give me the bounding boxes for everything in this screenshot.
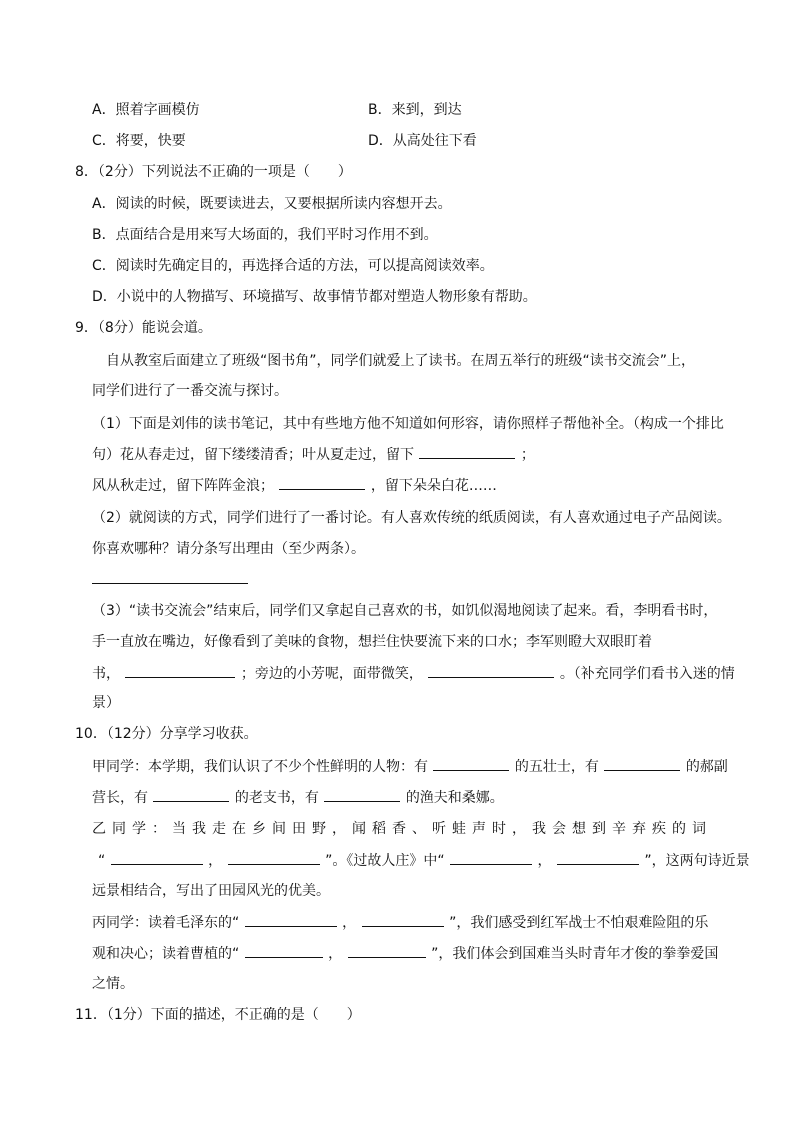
- q8-option-b: B．点面结合是用来写大场面的，我们平时习作用不到。: [92, 227, 438, 243]
- q9-part3-text-b: ；旁边的小芳呢，面带微笑，: [240, 666, 423, 682]
- q9-part3-text-c: 。（补充同学们看书入迷的情: [559, 666, 735, 682]
- q10-bing-line-1: [92, 912, 708, 933]
- answer-blank[interactable]: [348, 943, 426, 958]
- q10-bing-line-3: 之情。: [92, 976, 134, 992]
- q10-jia-line-2: [92, 787, 504, 808]
- q10-bing2-text-c: ”，我们体会到国难当头时青年才俊的拳拳爱国: [431, 946, 719, 962]
- q9-part1-line-3: [92, 475, 497, 496]
- q10-jia-line-1: [92, 756, 728, 777]
- answer-blank[interactable]: [604, 756, 680, 771]
- q8-option-d: D．小说中的人物描写、环境描写、故事情节都对塑造人物形象有帮助。: [92, 289, 537, 305]
- q9-part3-line-4: 景）: [92, 695, 120, 711]
- q10-jia2-text-b: 的老支书，有: [234, 790, 319, 806]
- q9-part1-line-2: [92, 444, 535, 465]
- answer-line[interactable]: [92, 583, 248, 584]
- answer-blank[interactable]: [125, 663, 235, 678]
- q10-jia-text-b: 的五壮士，有: [514, 759, 599, 775]
- answer-blank[interactable]: [245, 943, 323, 958]
- q9-stem: 9．（8分）能说会道。: [75, 320, 212, 336]
- q9-part3-text-a: 书，: [92, 666, 120, 682]
- q10-yi-line-1: 乙同学：当我走在乡间田野，闻稻香、听蛙声时，我会想到辛弃疾的词: [92, 821, 712, 837]
- q7-option-b: B．来到，到达: [368, 102, 462, 118]
- q9-part1-text-c: 风从秋走过，留下阵阵金浪；: [92, 478, 274, 494]
- q9-part1-line-1: （1）下面是刘伟的读书笔记，其中有些地方他不知道如何形容，请你照样子帮他补全。（构成一个排比: [92, 416, 724, 432]
- q10-jia2-text-c: 的渔夫和桑娜。: [405, 790, 504, 806]
- q10-stem: 10．（12分）分享学习收获。: [75, 726, 258, 742]
- answer-blank[interactable]: [362, 912, 444, 927]
- q10-jia-text-c: 的郝副: [685, 759, 728, 775]
- q9-part3-line-2: 手一直放在嘴边，好像看到了美味的食物，想拦住快要流下来的口水；李军则瞪大双眼盯着: [92, 634, 652, 650]
- answer-blank[interactable]: [111, 850, 203, 865]
- answer-blank[interactable]: [450, 850, 532, 865]
- q10-jia-text-a: 甲同学：本学期，我们认识了不少个性鲜明的人物：有: [92, 759, 428, 775]
- q9-part2-line-1: （2）就阅读的方式，同学们进行了一番讨论。有人喜欢传统的纸质阅读，有人喜欢通过电子产品阅读。: [92, 510, 731, 526]
- answer-blank[interactable]: [153, 787, 229, 802]
- answer-blank[interactable]: [324, 787, 400, 802]
- q11-stem: 11．（1分）下面的描述，不正确的是（ ）: [75, 1007, 361, 1023]
- q10-yi2-text-a: “: [98, 853, 106, 869]
- q10-bing-text-a: 丙同学：读着毛泽东的“: [92, 915, 240, 931]
- answer-blank[interactable]: [428, 663, 554, 678]
- q10-bing-line-2: [92, 943, 718, 964]
- answer-blank[interactable]: [279, 475, 365, 490]
- q10-yi2-text-b: ，: [208, 853, 223, 869]
- q10-yi-line-2: [98, 850, 750, 871]
- q9-intro-line-1: 自从教室后面建立了班级“图书角”，同学们就爱上了读书。在周五举行的班级“读书交流会”上，: [106, 353, 696, 369]
- q10-bing-text-b: ，: [342, 915, 357, 931]
- answer-blank[interactable]: [245, 912, 337, 927]
- q9-part3-line-3: [92, 663, 735, 684]
- q10-yi2-text-e: ”，这两句诗近景: [644, 853, 750, 869]
- q10-bing2-text-b: ，: [328, 946, 343, 962]
- q10-bing-text-c: ”，我们感受到红军战士不怕艰难险阻的乐: [449, 915, 709, 931]
- q7-option-d: D．从高处往下看: [368, 133, 477, 149]
- q8-stem: 8．（2分）下列说法不正确的一项是（ ）: [75, 164, 352, 180]
- q8-option-a: A．阅读的时候，既要读进去，又要根据所读内容想开去。: [92, 196, 452, 212]
- q10-yi2-text-c: ”。《过故人庄》中“: [325, 853, 445, 869]
- q9-part3-line-1: （3）“读书交流会”结束后，同学们又拿起自己喜欢的书，如饥似渴地阅读了起来。看，李明看书时，: [92, 603, 718, 619]
- q9-part1-text-a: 句）花从春走过，留下缕缕清香；叶从夏走过，留下: [92, 447, 414, 463]
- q9-part2-line-2: 你喜欢哪种？请分条写出理由（至少两条）。: [92, 541, 365, 557]
- q8-option-c: C．阅读时先确定目的，再选择合适的方法，可以提高阅读效率。: [92, 258, 494, 274]
- answer-blank[interactable]: [419, 444, 515, 459]
- answer-blank[interactable]: [557, 850, 639, 865]
- answer-blank[interactable]: [433, 756, 509, 771]
- q7-option-a: A．照着字画模仿: [92, 102, 200, 118]
- q7-option-c: C．将要，快要: [92, 133, 186, 149]
- q10-yi-line-3: 远景相结合，写出了田园风光的优美。: [92, 883, 330, 899]
- q9-part1-text-b: ；: [520, 447, 535, 463]
- q10-jia2-text-a: 营长，有: [92, 790, 148, 806]
- q10-bing2-text-a: 观和决心；读着曹植的“: [92, 946, 240, 962]
- q10-yi2-text-d: ，: [537, 853, 552, 869]
- q9-intro-line-2: 同学们进行了一番交流与探讨。: [92, 383, 288, 399]
- answer-blank[interactable]: [228, 850, 320, 865]
- q9-part1-text-d: ，留下朵朵白花……: [370, 478, 497, 494]
